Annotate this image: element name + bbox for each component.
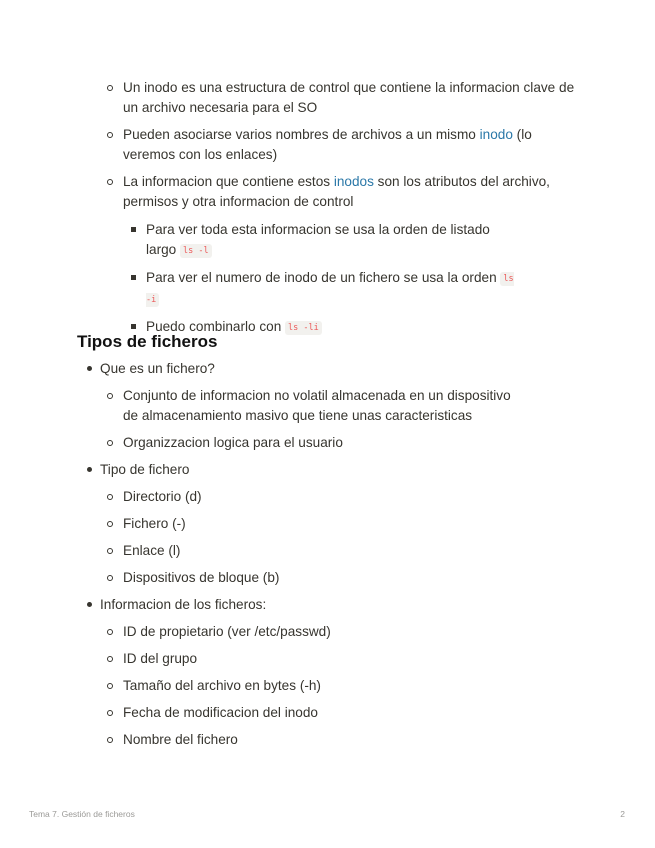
list-item-text: Para ver toda esta informacion se usa la orden de listado largo	[146, 222, 490, 257]
code-ls-i: ls -i	[146, 274, 514, 305]
list-item-text: Informacion de los ficheros:	[100, 597, 267, 612]
ls-command-list	[0, 220, 575, 338]
file-types-list	[0, 359, 655, 750]
list-item	[0, 220, 575, 261]
list-item-text: Enlace (l)	[123, 543, 181, 558]
list-item-text: Nombre del fichero	[123, 732, 238, 747]
list-item	[0, 595, 655, 750]
list-item	[0, 268, 575, 310]
list-item	[0, 78, 655, 118]
list-item	[0, 386, 595, 426]
list-item-text: (lo veremos con los enlaces)	[123, 127, 532, 162]
list-item	[0, 433, 595, 453]
list-item	[0, 676, 595, 696]
list-item-text: Para ver el numero de inodo de un fichero se usa la orden	[146, 270, 501, 285]
list-item	[0, 460, 655, 588]
list-item-text: Un inodo es una estructura de control que contiene la informacion clave de un archivo necesaria para el SO	[123, 80, 575, 115]
list-item-text: Fecha de modificacion del inodo	[123, 705, 318, 720]
list-item-text: La informacion que contiene estos	[123, 174, 334, 189]
list-item-text: Que es un fichero?	[100, 361, 215, 376]
list-item-text: Directorio (d)	[123, 489, 202, 504]
list-item	[0, 172, 655, 338]
list-item	[0, 487, 595, 507]
list-item	[0, 730, 595, 750]
list-item-text: Fichero (-)	[123, 516, 186, 531]
list-item-text: Organizzacion logica para el usuario	[123, 435, 343, 450]
code-ls-l: ls -l	[180, 244, 212, 258]
page-number: 2	[620, 809, 625, 819]
inode-list	[0, 78, 655, 338]
code-ls-li: ls -li	[285, 321, 322, 335]
footer-title: Tema 7. Gestión de ficheros	[29, 809, 135, 819]
list-item	[0, 622, 595, 642]
list-item	[0, 125, 655, 165]
inodos-link[interactable]: inodos	[333, 174, 374, 189]
list-item	[0, 514, 595, 534]
list-item-text: ID de propietario (ver /etc/passwd)	[123, 624, 331, 639]
list-item-text: Tipo de fichero	[100, 462, 190, 477]
list-item	[0, 541, 595, 561]
list-item-text: Pueden asociarse varios nombres de archivos a un mismo	[123, 127, 480, 142]
section-heading: Tipos de ficheros	[77, 332, 218, 351]
list-item-text: Tamaño del archivo en bytes (-h)	[123, 678, 321, 693]
list-item-text: Puedo combinarlo con	[146, 319, 286, 334]
list-item-text: ID del grupo	[123, 651, 198, 666]
list-item	[0, 703, 595, 723]
list-item-text: son los atributos del archivo, permisos y otra informacion de control	[123, 174, 550, 209]
inodo-link[interactable]: inodo	[479, 127, 513, 142]
list-item	[0, 359, 655, 453]
list-item-text: Conjunto de informacion no volatil almacenada en un dispositivo de almacenamiento masivo que tiene unas caracteristicas	[123, 388, 511, 423]
list-item-text: Dispositivos de bloque (b)	[123, 570, 280, 585]
list-item	[0, 649, 595, 669]
list-item	[0, 568, 595, 588]
